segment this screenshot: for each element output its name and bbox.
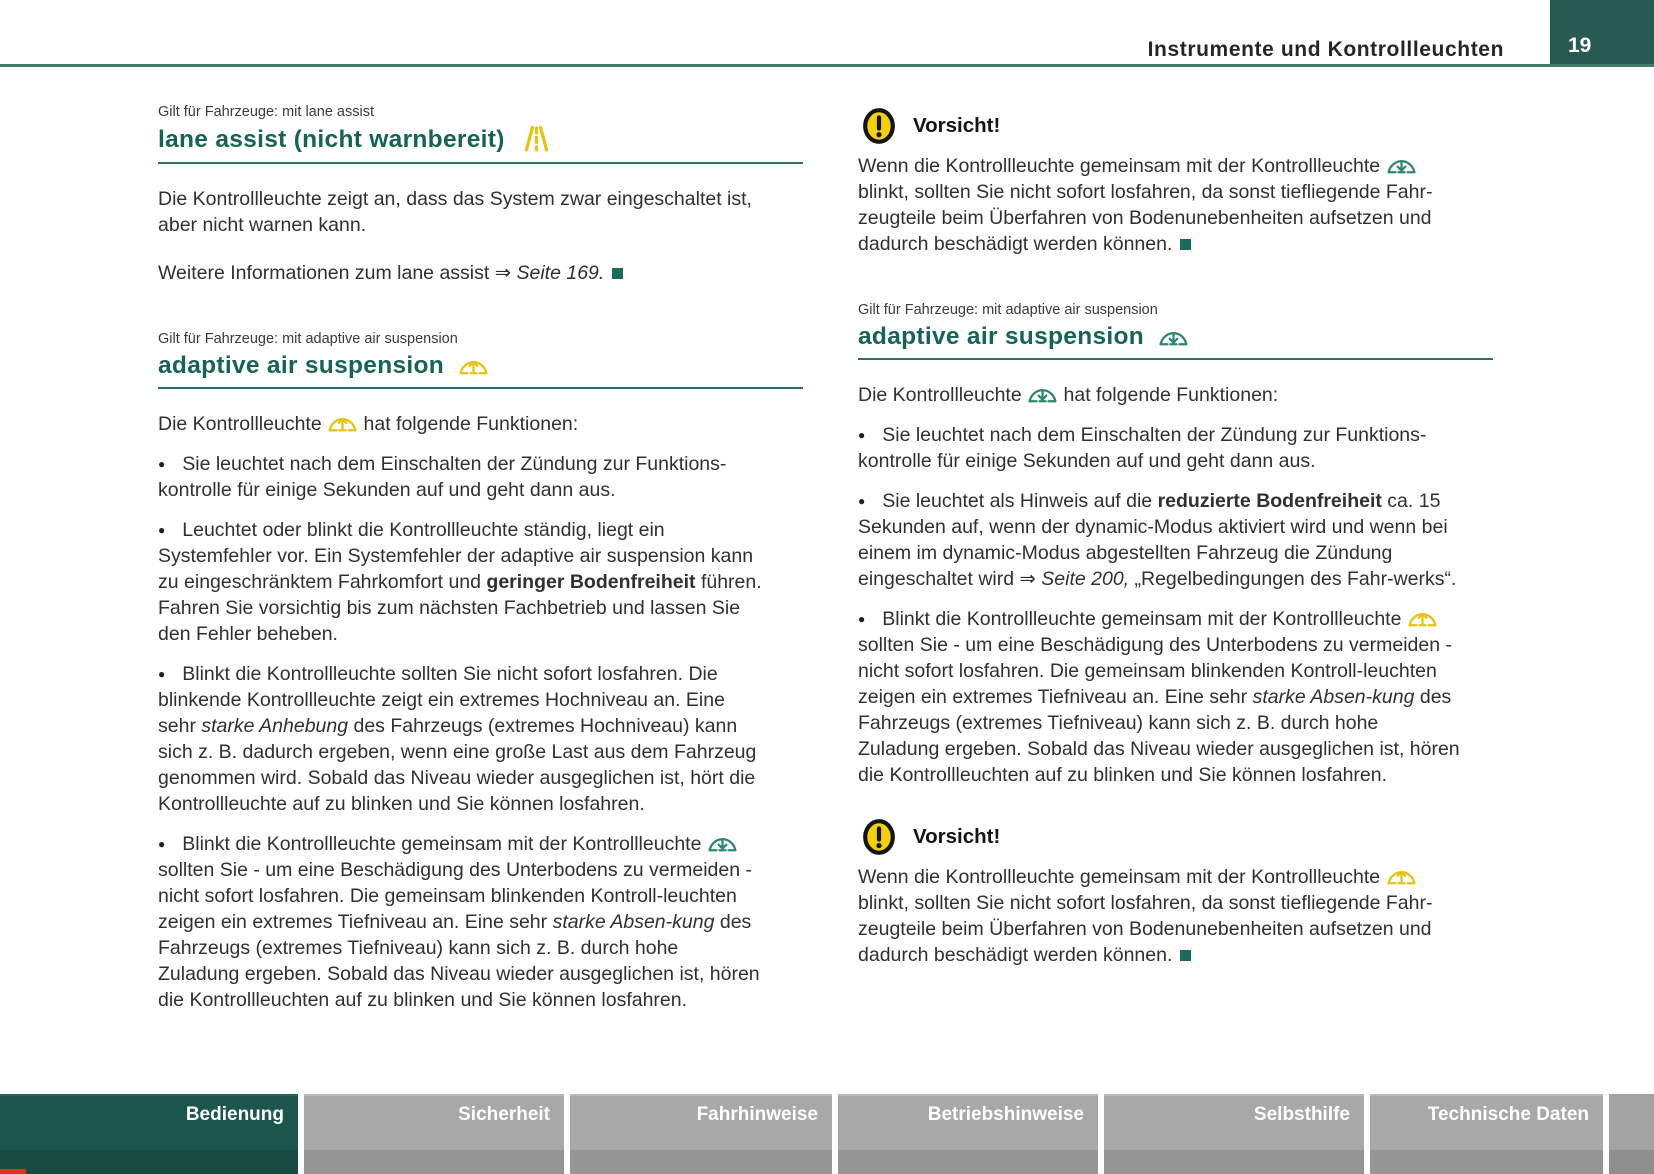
text-segment: Leuchtet oder blinkt die Kontrollleuchte ständig, liegt ein Systemfehler vor. Ein Systemfehler der adaptive air suspension kann zu eingeschränktem Fahrkomfort und [158, 519, 754, 593]
car-down-green-icon [1027, 384, 1058, 406]
text-segment: des Fahrzeugs (extremes Hochniveau) kann sich z. B. dadurch ergeben, wenn eine große Last aus dem Fahrzeug genommen wird. Sobald das Niveau wieder ausgeglichen ist, hört die Kontrollleuchte auf zu blinken und Sie können losfahren. [158, 715, 757, 815]
text-segment: Weitere Informationen zum lane assist [158, 262, 495, 284]
paragraph [858, 382, 1462, 408]
section-heading-block [158, 352, 803, 389]
text-segment: Die Kontrollleuchte [158, 413, 328, 435]
text-segment: geringer Bodenfreiheit [486, 571, 696, 593]
page-number: 19 [1568, 34, 1592, 57]
bullet-item [858, 606, 1462, 788]
text-segment: sollten Sie - um eine Beschädigung des Unterbodens zu vermeiden - nicht sofort losfahren. Die gemeinsam blinkenden Kontroll-leuchten zeigen ein extremes Tiefniveau an. Eine sehr [158, 859, 753, 933]
bullet-dot: ● [858, 494, 866, 508]
end-square-icon [604, 262, 623, 284]
bullet-dot: ● [158, 667, 166, 681]
text-segment: des Fahrzeugs (extremes Tiefniveau) kann sich z. B. durch hohe Zuladung ergeben. Sobald das Niveau wieder ausgeglichen ist, hören die Kontrollleuchten auf zu blinken und Sie können losfahren. [158, 911, 760, 1011]
bullet-dot: ● [158, 523, 166, 537]
applies-note: Gilt für Fahrzeuge: mit adaptive air suspension [858, 302, 1158, 318]
footer-tab-label: Sicherheit [458, 1104, 550, 1125]
section-heading-text: adaptive air suspension [858, 323, 1145, 350]
footer-tab-technische-daten[interactable] [1370, 1094, 1603, 1174]
text-segment: Blinkt die Kontrollleuchte gemeinsam mit der Kontrollleuchte [182, 833, 707, 855]
caution-title: Vorsicht! [913, 825, 1001, 848]
end-square [612, 268, 623, 279]
text-segment: Blinkt die Kontrollleuchte gemeinsam mit der Kontrollleuchte [882, 608, 1407, 630]
bullet-dot: ● [158, 457, 166, 471]
text-segment: starke Anhebung [201, 715, 349, 737]
lane-assist-icon [519, 125, 554, 155]
text-segment: blinkt, sollten Sie nicht sofort losfahren, da sonst tiefliegende Fahr-zeugteile beim Überfahren von Bodenunebenheiten aufsetzen und dadurch beschädigt werden können. [858, 181, 1433, 255]
car-up-yellow-icon [458, 352, 489, 380]
caution-text [858, 864, 1462, 968]
section-heading-text: adaptive air suspension [158, 352, 445, 379]
text-segment: Sie leuchtet nach dem Einschalten der Zündung zur Funktions-kontrolle für einige Sekunden auf und geht dann aus. [858, 424, 1427, 472]
end-square-icon [1172, 944, 1191, 966]
section-heading-block [158, 125, 803, 164]
bullet-item [858, 488, 1462, 592]
bullet-item [158, 831, 762, 1013]
text-segment: Wenn die Kontrollleuchte gemeinsam mit der Kontrollleuchte [858, 866, 1386, 888]
text-segment: hat folgende Funktionen: [358, 413, 579, 435]
footer-tab-label: Selbsthilfe [1253, 1104, 1350, 1125]
end-square [1180, 239, 1191, 250]
print-mark [0, 1169, 26, 1174]
footer-tab-bedienung[interactable] [0, 1094, 298, 1174]
text-segment: Wenn die Kontrollleuchte gemeinsam mit der Kontrollleuchte [858, 155, 1386, 177]
text-segment: blinkt, sollten Sie nicht sofort losfahren, da sonst tiefliegende Fahr-zeugteile beim Überfahren von Bodenunebenheiten aufsetzen und dadurch beschädigt werden können. [858, 892, 1433, 966]
car-down-green-icon [1158, 323, 1189, 351]
car-down-green-icon [707, 833, 738, 855]
footer-tab-selbsthilfe[interactable] [1104, 1094, 1364, 1174]
footer-edge [1609, 1094, 1654, 1174]
text-segment: ca. 15 Sekunden auf, wenn der dynamic-Modus aktiviert wird und wenn bei einem im dynamic-Modus abgestellten Fahrzeug die Zündung eingeschaltet wird [858, 490, 1448, 590]
bullet-dot: ● [858, 612, 866, 626]
text-segment: hat folgende Funktionen: [1058, 384, 1279, 406]
bullet-dot: ● [158, 837, 166, 851]
caution-icon [860, 107, 898, 145]
end-square-icon [1172, 233, 1191, 255]
paragraph [158, 186, 762, 238]
section-heading [158, 125, 803, 155]
car-down-green-icon [1386, 155, 1417, 177]
caution-note [858, 818, 1493, 968]
caution-text [858, 153, 1462, 257]
caution-title: Vorsicht! [913, 114, 1001, 137]
heading-rule [858, 358, 1493, 360]
text-segment: starke Absen-kung [1252, 686, 1415, 708]
text-segment: Seite 200, [1035, 568, 1130, 590]
section-heading-text: lane assist (nicht warnbereit) [158, 126, 505, 153]
applies-note: Gilt für Fahrzeuge: mit adaptive air suspension [158, 331, 458, 347]
text-segment: Blinkt die Kontrollleuchte sollten Sie nicht sofort losfahren. Die blinkende Kontrollleuchte zeigt ein extremes Hochniveau an. Eine sehr [158, 663, 725, 737]
text-segment: des Fahrzeugs (extremes Tiefniveau) kann sich z. B. durch hohe Zuladung ergeben. Sobald das Niveau wieder ausgeglichen ist, hören die Kontrollleuchten auf zu blinken und Sie können losfahren. [858, 686, 1460, 786]
footer-tab-label: Bedienung [185, 1104, 284, 1125]
caution-header [860, 818, 1493, 856]
footer-tab-label: Betriebshinweise [927, 1104, 1084, 1125]
footer-tab-label: Fahrhinweise [696, 1104, 818, 1125]
end-square [1180, 950, 1191, 961]
left-column [158, 67, 803, 1013]
text-segment: führen. Fahren Sie vorsichtig bis zum nächsten Fachbetrieb und lassen Sie den Fehler beheben. [158, 571, 762, 645]
car-up-yellow-icon [327, 413, 358, 435]
text-segment: reduzierte Bodenfreiheit [1157, 490, 1382, 512]
text-segment: Die Kontrollleuchte zeigt an, dass das System zwar eingeschaltet ist, aber nicht warnen kann. [158, 188, 752, 236]
right-column [858, 67, 1493, 968]
text-segment: ⇒ [494, 262, 512, 284]
footer-tab-label: Technische Daten [1427, 1104, 1589, 1125]
heading-rule [158, 387, 803, 389]
bullet-item [158, 517, 762, 647]
paragraph [158, 411, 762, 437]
text-segment: Sie leuchtet nach dem Einschalten der Zündung zur Funktions-kontrolle für einige Sekunden auf und geht dann aus. [158, 453, 727, 501]
footer-tab-betriebshinweise[interactable] [838, 1094, 1098, 1174]
paragraph [158, 260, 762, 286]
section-heading [858, 323, 1493, 351]
caution-note [858, 107, 1493, 257]
car-up-yellow-icon [1407, 608, 1438, 630]
footer-tab-bar [0, 1094, 1654, 1174]
text-segment: „Regelbedingungen des Fahr-werks“. [1129, 568, 1457, 590]
bullet-item [158, 451, 762, 503]
bullet-item [858, 422, 1462, 474]
section-heading-block [858, 323, 1493, 360]
bullet-item [158, 661, 762, 817]
page-number-box [1550, 0, 1654, 67]
text-segment: Die Kontrollleuchte [858, 384, 1028, 406]
heading-rule [158, 162, 803, 164]
applies-note: Gilt für Fahrzeuge: mit lane assist [158, 104, 374, 120]
text-segment: starke Absen-kung [552, 911, 715, 933]
caution-icon [860, 818, 898, 856]
car-up-yellow-icon [1386, 866, 1417, 888]
page-title: Instrumente und Kontrollleuchten [1147, 38, 1504, 61]
bullet-dot: ● [858, 428, 866, 442]
section-heading [158, 352, 803, 380]
footer-tab-sicherheit[interactable] [304, 1094, 564, 1174]
footer-tab-fahrhinweise[interactable] [570, 1094, 832, 1174]
text-segment: Sie leuchtet als Hinweis auf die [882, 490, 1158, 512]
text-segment: Seite 169. [511, 262, 605, 284]
text-segment: sollten Sie - um eine Beschädigung des Unterbodens zu vermeiden - nicht sofort losfahren. Die gemeinsam blinkenden Kontroll-leuchten zeigen ein extremes Tiefniveau an. Eine sehr [858, 634, 1453, 708]
caution-header [860, 107, 1493, 145]
text-segment: ⇒ [1019, 568, 1036, 590]
